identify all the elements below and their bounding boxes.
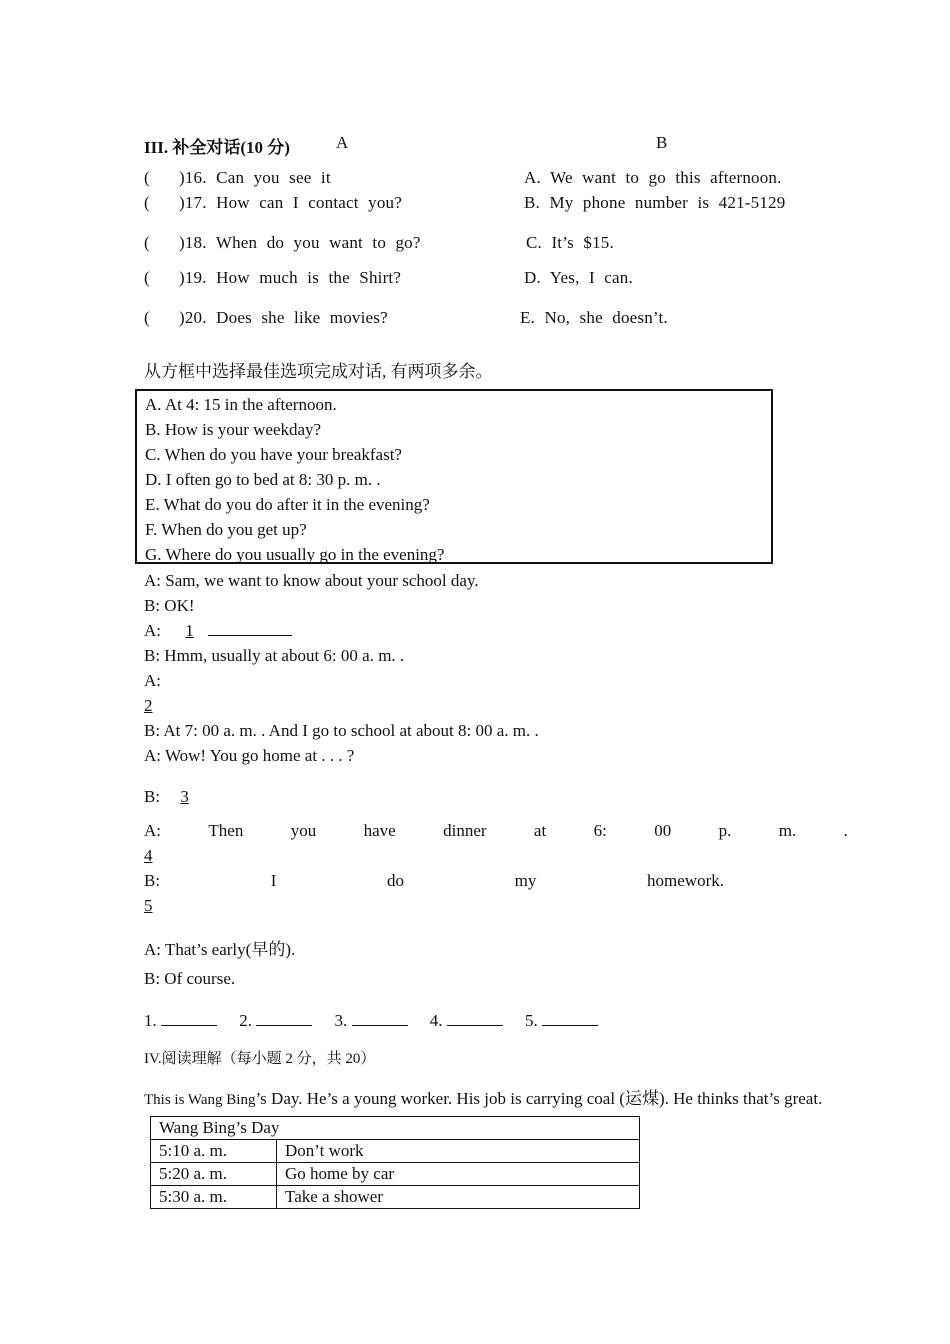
word: Then — [208, 821, 244, 840]
dialogue-line-blank-3 — [144, 787, 203, 807]
question-20: )20. Does she like movies? — [179, 308, 388, 327]
blank-line — [208, 621, 292, 636]
answer-blank-4[interactable] — [447, 1011, 503, 1026]
answer-blanks — [144, 1011, 598, 1031]
option-g: G. Where do you usually go in the evening? — [145, 545, 445, 564]
dialogue-line: B: OK! — [144, 596, 195, 615]
answer-b: B. My phone number is 421-5129 — [524, 193, 786, 212]
answer-blank-5[interactable] — [542, 1011, 598, 1026]
word: do — [387, 871, 405, 890]
box-instruction: 从方框中选择最佳选项完成对话, 有两项多余。 — [144, 362, 493, 381]
question-17: )17. How can I contact you? — [179, 193, 402, 212]
dialogue-line: A: That’s early(早的). — [144, 940, 296, 959]
table-row — [151, 1140, 640, 1163]
table-cell-time: 5:20 a. m. — [151, 1163, 277, 1186]
option-e: E. What do you do after it in the evening? — [145, 495, 430, 514]
reading-intro-rest: ’s Day. He’s a young worker. His job is carrying coal (运煤). He thinks that’s great. — [255, 1089, 823, 1108]
options-box — [135, 389, 773, 564]
schedule-table — [150, 1116, 640, 1209]
word: my — [514, 871, 537, 890]
table-title: Wang Bing’s Day — [151, 1117, 640, 1140]
option-b: B. How is your weekday? — [145, 420, 322, 439]
table-cell-time: 5:30 a. m. — [151, 1186, 277, 1209]
answer-d: D. Yes, I can. — [524, 268, 633, 287]
table-cell-time: 5:10 a. m. — [151, 1140, 277, 1163]
reading-intro-start: This is Wang Bing — [144, 1092, 256, 1108]
word: I — [270, 871, 277, 890]
column-b-label: B — [656, 133, 668, 152]
answer-blank-3[interactable] — [352, 1011, 408, 1026]
question-paren: ( — [144, 193, 150, 212]
question-18: )18. When do you want to go? — [179, 233, 421, 252]
option-c: C. When do you have your breakfast? — [145, 445, 402, 464]
dialogue-line: B: At 7: 00 a. m. . And I go to school at about 8: 00 a. m. . — [144, 721, 539, 740]
section-title: III. 补全对话(10 分) — [144, 138, 290, 157]
blank-number: 3 — [180, 787, 189, 806]
dialogue-line: A: — [144, 671, 161, 690]
word: A: — [144, 821, 161, 840]
table-cell-activity: Take a shower — [277, 1186, 640, 1209]
answer-label: 1. — [144, 1011, 157, 1030]
dialogue-line: B: Of course. — [144, 969, 236, 988]
column-a-label: A — [336, 133, 349, 152]
question-paren: ( — [144, 168, 150, 187]
word: dinner — [443, 821, 487, 840]
answer-label: 5. — [525, 1011, 538, 1030]
table-row — [151, 1186, 640, 1209]
table-row — [151, 1163, 640, 1186]
section-title: IV.阅读理解（每小题 2 分，共 20） — [144, 1051, 376, 1067]
word: . — [843, 821, 848, 840]
answer-a: A. We want to go this afternoon. — [524, 168, 782, 187]
question-paren: ( — [144, 268, 150, 287]
word: homework. — [647, 871, 724, 890]
table-title-row — [151, 1117, 640, 1140]
word: m. — [778, 821, 797, 840]
blank-number: 5 — [144, 896, 153, 915]
answer-c: C. It’s $15. — [526, 233, 614, 252]
word: 6: — [593, 821, 607, 840]
dialogue-blank-2 — [144, 696, 165, 716]
dialogue-line: A: Sam, we want to know about your school day. — [144, 571, 479, 590]
question-19: )19. How much is the Shirt? — [179, 268, 402, 287]
table-cell-activity: Don’t work — [277, 1140, 640, 1163]
dialogue-line-justified — [144, 871, 724, 891]
dialogue-blank-5 — [144, 896, 165, 916]
dialogue-line: B: Hmm, usually at about 6: 00 a. m. . — [144, 646, 405, 665]
word: at — [533, 821, 547, 840]
answer-label: 2. — [239, 1011, 252, 1030]
option-f: F. When do you get up? — [145, 520, 307, 539]
table-cell-activity: Go home by car — [277, 1163, 640, 1186]
dialogue-speaker: A: — [144, 621, 166, 640]
answer-label: 3. — [334, 1011, 348, 1030]
word: 00 — [654, 821, 672, 840]
option-a: A. At 4: 15 in the afternoon. — [145, 395, 337, 414]
blank-number: 1 — [185, 621, 194, 640]
dialogue-line-justified — [144, 821, 848, 841]
blank-number: 4 — [144, 846, 153, 865]
word: p. — [718, 821, 732, 840]
word: you — [290, 821, 317, 840]
answer-blank-2[interactable] — [256, 1011, 312, 1026]
question-paren: ( — [144, 233, 150, 252]
question-paren: ( — [144, 308, 150, 327]
dialogue-blank-4 — [144, 846, 165, 866]
answer-e: E. No, she doesn’t. — [520, 308, 668, 327]
dialogue-speaker: B: — [144, 787, 165, 806]
dialogue-line: A: Wow! You go home at . . . ? — [144, 746, 355, 765]
answer-blank-1[interactable] — [161, 1011, 217, 1026]
option-d: D. I often go to bed at 8: 30 p. m. . — [145, 470, 381, 489]
dialogue-line-blank-1 — [144, 621, 292, 641]
answer-label: 4. — [429, 1011, 443, 1030]
question-16: )16. Can you see it — [179, 168, 331, 187]
word: have — [363, 821, 396, 840]
word: B: — [144, 871, 161, 890]
blank-number: 2 — [144, 696, 153, 715]
reading-intro — [144, 1084, 822, 1109]
